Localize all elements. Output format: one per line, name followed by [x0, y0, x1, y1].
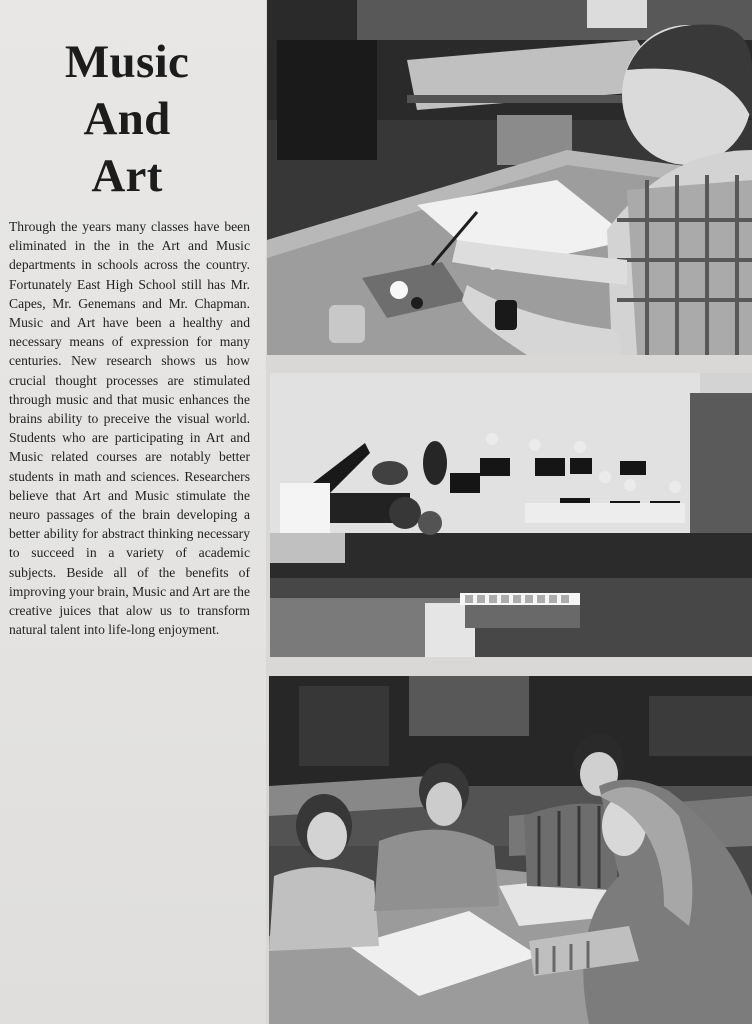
photo-band-stage [270, 373, 752, 657]
photo-art-class [269, 676, 752, 1024]
title-line-3: Art [91, 150, 163, 202]
article-body: Through the years many classes have been eliminated in the in the Art and Music departments in schools across the country. Fortunately East High School still has Mr. Capes, Mr. Genemans and Mr. Chapman. Music and Art have been a healthy and necessary means of expression for many centuries. New research shows us how crucial thought processes are stimulated through music and that music enhances the brains ability to preceive the visual world. Students who are participating in Art and Music related courses are notably better students in math and sciences. Researchers believe that Art and Music stimulate the neuro passages of the brain developing a better ability for abstract thinking necessary to succeed in a variety of academic subjects. Beside all of the benefits of improving your brain, Music and Art are the creative juices that alow us to transform natural talent into life-long enjoyment. [9, 219, 250, 638]
title-line-1: Music [64, 36, 190, 88]
page-title [20, 34, 234, 205]
title-line-2: And [83, 93, 171, 145]
photo-art-student [267, 0, 752, 355]
